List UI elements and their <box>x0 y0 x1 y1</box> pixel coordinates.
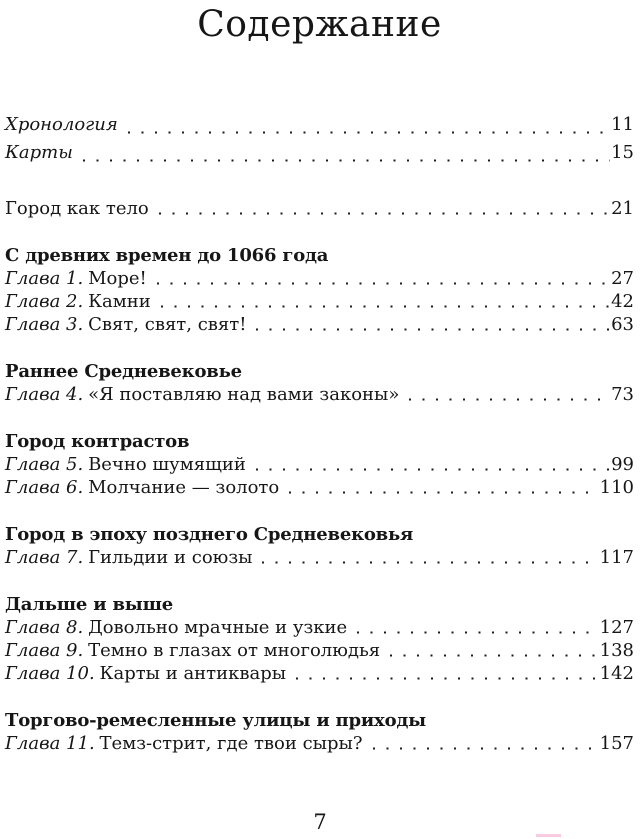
dot-leader <box>387 639 599 662</box>
dot-leader <box>156 197 610 220</box>
toc-entry <box>5 453 634 476</box>
toc-entry-page-number: 142 <box>599 663 634 684</box>
toc-entry-chapter-label: Глава 11. <box>5 733 95 754</box>
toc-section-header: Торгово-ремесленные улицы и приходы <box>5 710 427 731</box>
toc-entry-chapter-label: Глава 10. <box>5 663 95 684</box>
toc-entry-title: Камни <box>88 291 151 312</box>
toc-entry-page-number: 15 <box>611 142 634 163</box>
dot-leader <box>80 139 610 167</box>
toc-entry-page-number: 27 <box>611 268 634 289</box>
toc-entry-title: Темно в глазах от многолюдья <box>88 640 381 661</box>
toc-section-header: Город контрастов <box>5 431 190 452</box>
table-of-contents <box>5 111 634 755</box>
toc-entry-page-number: 157 <box>599 733 634 754</box>
toc-entry-title: Темз-стрит, где твои сыры? <box>99 733 363 754</box>
toc-entry <box>5 290 634 313</box>
toc-entry-title: «Я поставляю над вами законы» <box>88 384 400 405</box>
toc-entry-chapter-label: Карты <box>5 142 73 163</box>
toc-entry <box>5 139 634 167</box>
toc-entry-chapter-label: Глава 3. <box>5 314 84 335</box>
toc-entry <box>5 662 634 685</box>
toc-entry <box>5 313 634 336</box>
dot-leader <box>293 662 599 685</box>
toc-entry <box>5 111 634 139</box>
toc-entry-title: Гильдии и союзы <box>88 547 253 568</box>
toc-entry-page-number: 21 <box>611 198 634 219</box>
toc-entry-chapter-label: Хронология <box>5 114 118 135</box>
toc-section-header: Город в эпоху позднего Средневековья <box>5 524 414 545</box>
toc-group <box>5 523 634 569</box>
toc-section-header: С древних времен до 1066 года <box>5 245 329 266</box>
dot-leader <box>259 546 598 569</box>
dot-leader <box>253 313 610 336</box>
toc-group <box>5 709 634 755</box>
toc-entry <box>5 546 634 569</box>
page-title: Содержание <box>197 4 442 45</box>
toc-group <box>5 197 634 220</box>
toc-entry-page-number: 127 <box>599 617 634 638</box>
toc-entry-title: Карты и антиквары <box>99 663 287 684</box>
toc-entry-title: Море! <box>88 268 147 289</box>
toc-entry-title: Вечно шумящий <box>88 454 246 475</box>
toc-entry-chapter-label: Глава 6. <box>5 477 84 498</box>
dot-leader <box>253 453 610 476</box>
toc-entry-title: Довольно мрачные и узкие <box>88 617 348 638</box>
toc-entry <box>5 732 634 755</box>
toc-entry-chapter-label: Глава 1. <box>5 268 84 289</box>
toc-entry-chapter-label: Глава 2. <box>5 291 84 312</box>
toc-entry-page-number: 63 <box>611 314 634 335</box>
toc-group <box>5 430 634 499</box>
toc-entry-chapter-label: Глава 8. <box>5 617 84 638</box>
toc-entry <box>5 267 634 290</box>
dot-leader <box>354 616 598 639</box>
toc-entry-chapter-label: Глава 9. <box>5 640 84 661</box>
toc-entry <box>5 383 634 406</box>
toc-section-header: Дальше и выше <box>5 594 174 615</box>
dot-leader <box>286 476 598 499</box>
toc-section-header: Раннее Средневековье <box>5 361 242 382</box>
highlight-mark <box>536 834 561 837</box>
dot-leader <box>370 732 599 755</box>
toc-entry-chapter-label: Глава 7. <box>5 547 84 568</box>
toc-entry <box>5 616 634 639</box>
toc-entry-page-number: 138 <box>599 640 634 661</box>
toc-entry <box>5 476 634 499</box>
toc-entry-page-number: 117 <box>599 547 634 568</box>
toc-entry-title: Свят, свят, свят! <box>88 314 247 335</box>
dot-leader <box>125 111 610 139</box>
toc-entry-title: Молчание — золото <box>88 477 280 498</box>
toc-group <box>5 111 634 167</box>
dot-leader <box>406 383 610 406</box>
toc-entry <box>5 639 634 662</box>
folio-page-number: 7 <box>313 810 327 834</box>
toc-entry-title: Город как тело <box>5 198 149 219</box>
toc-entry <box>5 197 634 220</box>
toc-entry-page-number: 73 <box>611 384 634 405</box>
toc-entry-page-number: 11 <box>611 114 634 135</box>
toc-entry-chapter-label: Глава 4. <box>5 384 84 405</box>
toc-group <box>5 244 634 336</box>
toc-entry-chapter-label: Глава 5. <box>5 454 84 475</box>
dot-leader <box>154 267 610 290</box>
toc-entry-page-number: 42 <box>611 291 634 312</box>
toc-entry-page-number: 110 <box>599 477 634 498</box>
dot-leader <box>158 290 610 313</box>
toc-entry-page-number: 99 <box>611 454 634 475</box>
toc-group <box>5 593 634 685</box>
toc-group <box>5 360 634 406</box>
